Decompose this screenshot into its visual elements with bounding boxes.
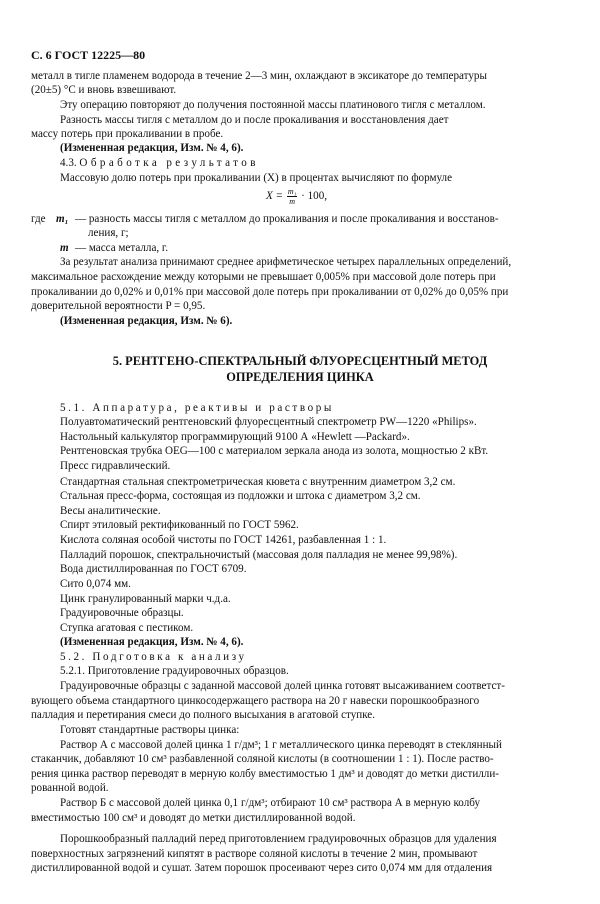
text-line: Градуировочные образцы с заданной массовой долей цинка готовят высаживанием соответст-	[60, 680, 505, 692]
equipment-item: Рентгеновская трубка OEG—100 с материалом зеркала анода из золота, мощностью 2 кВт.	[60, 445, 489, 457]
text-line: Готовят стандартные растворы цинка:	[60, 724, 240, 736]
equipment-item: Полуавтоматический рентгеновский флуоресцентный спектрометр PW—1220 «Philips».	[60, 416, 477, 428]
text-line: палладия и перетирания смеси до полного высыхания в агатовой ступке.	[31, 709, 376, 721]
equipment-item: Спирт этиловый ректификованный по ГОСТ 5962.	[60, 519, 299, 531]
text-line: Раствор А с массовой долей цинка 1 г/дм³; 1 г металлического цинка переводят в стеклянный	[60, 739, 502, 751]
formula	[266, 187, 327, 206]
formula-fraction	[287, 187, 298, 206]
formula-numerator: m₁	[287, 187, 297, 196]
equipment-item: Стандартная стальная спектрометрическая кювета с внутренним диаметром 3,2 см.	[60, 476, 456, 488]
section-heading-5-2: 5.2. Подготовка к анализу	[60, 651, 247, 663]
text-line: доверительной вероятности P = 0,95.	[31, 300, 206, 312]
text-line: (20±5) °С и вновь взвешивают.	[31, 84, 177, 96]
equipment-item: Цинк гранулированный марки ч.д.а.	[60, 593, 231, 605]
equipment-item: Настольный калькулятор программирующий 9100 А «Hewlett —Packard».	[60, 431, 410, 443]
equipment-item: Весы аналитические.	[60, 505, 161, 517]
equipment-item: Кислота соляная особой чистоты по ГОСТ 14261, разбавленная 1 : 1.	[60, 534, 387, 546]
text-line: Массовую долю потерь при прокаливании (X) в процентах вычисляют по формуле	[60, 172, 453, 184]
subsection-heading-5-2-1: 5.2.1. Приготовление градуировочных образцов.	[60, 665, 289, 677]
text-line: стаканчик, добавляют 10 см³ разбавленной соляной кислоты (в соотношении 1 : 1). После раство-	[31, 753, 494, 765]
text-line: Эту операцию повторяют до получения постоянной массы платинового тигля с металлом.	[60, 99, 486, 111]
text-line: Порошкообразный палладий перед приготовлением градуировочных образцов для удаления	[60, 833, 497, 845]
text-line: рованной водой.	[31, 782, 109, 794]
text-line: прокаливании до 0,02% и 0,01% при массовой доле потерь при прокаливании от 0,02% до 0,05% при	[31, 286, 509, 298]
text-line: — масса металла, г.	[75, 242, 168, 254]
equipment-item: Ступка агатовая с пестиком.	[60, 622, 194, 634]
section-title-5-line2: ОПРЕДЕЛЕНИЯ ЦИНКА	[226, 370, 374, 384]
revision-note: (Измененная редакция, Изм. № 4, 6).	[60, 636, 244, 648]
equipment-item: Вода дистиллированная по ГОСТ 6709.	[60, 563, 247, 575]
text-line: массу потерь при прокаливании в пробе.	[31, 128, 224, 140]
symbol-m: m	[60, 242, 69, 254]
equipment-item: Пресс гидравлический.	[60, 460, 171, 472]
section-heading-5-1: 5.1. Аппаратура, реактивы и растворы	[60, 402, 334, 414]
formula-lhs: X =	[266, 190, 284, 203]
text-line: За результат анализа принимают среднее арифметическое четырех параллельных определений,	[60, 256, 512, 268]
revision-note: (Измененная редакция, Изм. № 6).	[60, 315, 233, 327]
equipment-item: Палладий порошок, спектральночистый (массовая доля палладия не менее 99,98%).	[60, 549, 458, 561]
text-line: максимальное расхождение между которыми не превышает 0,005% при массовой доле потерь при	[31, 271, 496, 283]
text-line: Раствор Б с массовой долей цинка 0,1 г/дм³; отбирают 10 см³ раствора А в мерную колбу	[60, 797, 481, 809]
text-line: дистиллированной водой и сушат. Затем порошок просеивают через сито 0,074 мм для отдаления	[31, 862, 493, 874]
equipment-item: Стальная пресс-форма, состоящая из подложки и штока с диаметром 3,2 см.	[60, 490, 421, 502]
text-line: — разность массы тигля с металлом до прокаливания и после прокаливания и восстанов-	[75, 213, 499, 225]
text-line: ления, г;	[88, 227, 129, 239]
revision-note: (Измененная редакция, Изм. № 4, 6).	[60, 142, 244, 154]
text-line: Разность массы тигля с металлом до и после прокаливания и восстановления дает	[60, 114, 449, 126]
section-title: Обработка результатов	[79, 157, 259, 169]
where-label: где	[31, 213, 46, 225]
symbol-m1: m₁	[56, 213, 69, 225]
equipment-item: Сито 0,074 мм.	[60, 578, 131, 590]
equipment-item: Градуировочные образцы.	[60, 607, 184, 619]
text-line: поверхностных загрязнений кипятят в растворе соляной кислоты в течение 2 мин, промывают	[31, 848, 478, 860]
section-heading-4-3	[60, 157, 259, 170]
formula-rhs: · 100,	[301, 190, 328, 203]
formula-denominator: m	[289, 197, 295, 206]
text-line: вующего объема стандартного цинкосодержащего раствора на 20 г навески порошкообразного	[31, 695, 480, 707]
text-line: металл в тигле пламенем водорода в течение 2—3 мин, охлаждают в эксикаторе до температуры	[31, 70, 487, 82]
page-header: С. 6 ГОСТ 12225—80	[31, 48, 146, 62]
section-number: 4.3.	[60, 157, 77, 169]
section-title-5-line1: 5. РЕНТГЕНО-СПЕКТРАЛЬНЫЙ ФЛУОРЕСЦЕНТНЫЙ МЕТОД	[112, 354, 488, 368]
text-line: вместимостью 100 см³ и доводят до метки дистиллированной водой.	[31, 812, 356, 824]
text-line: рения цинка раствор переводят в мерную колбу вместимостью 1 дм³ и доводят до метки дистилли-	[31, 768, 499, 780]
